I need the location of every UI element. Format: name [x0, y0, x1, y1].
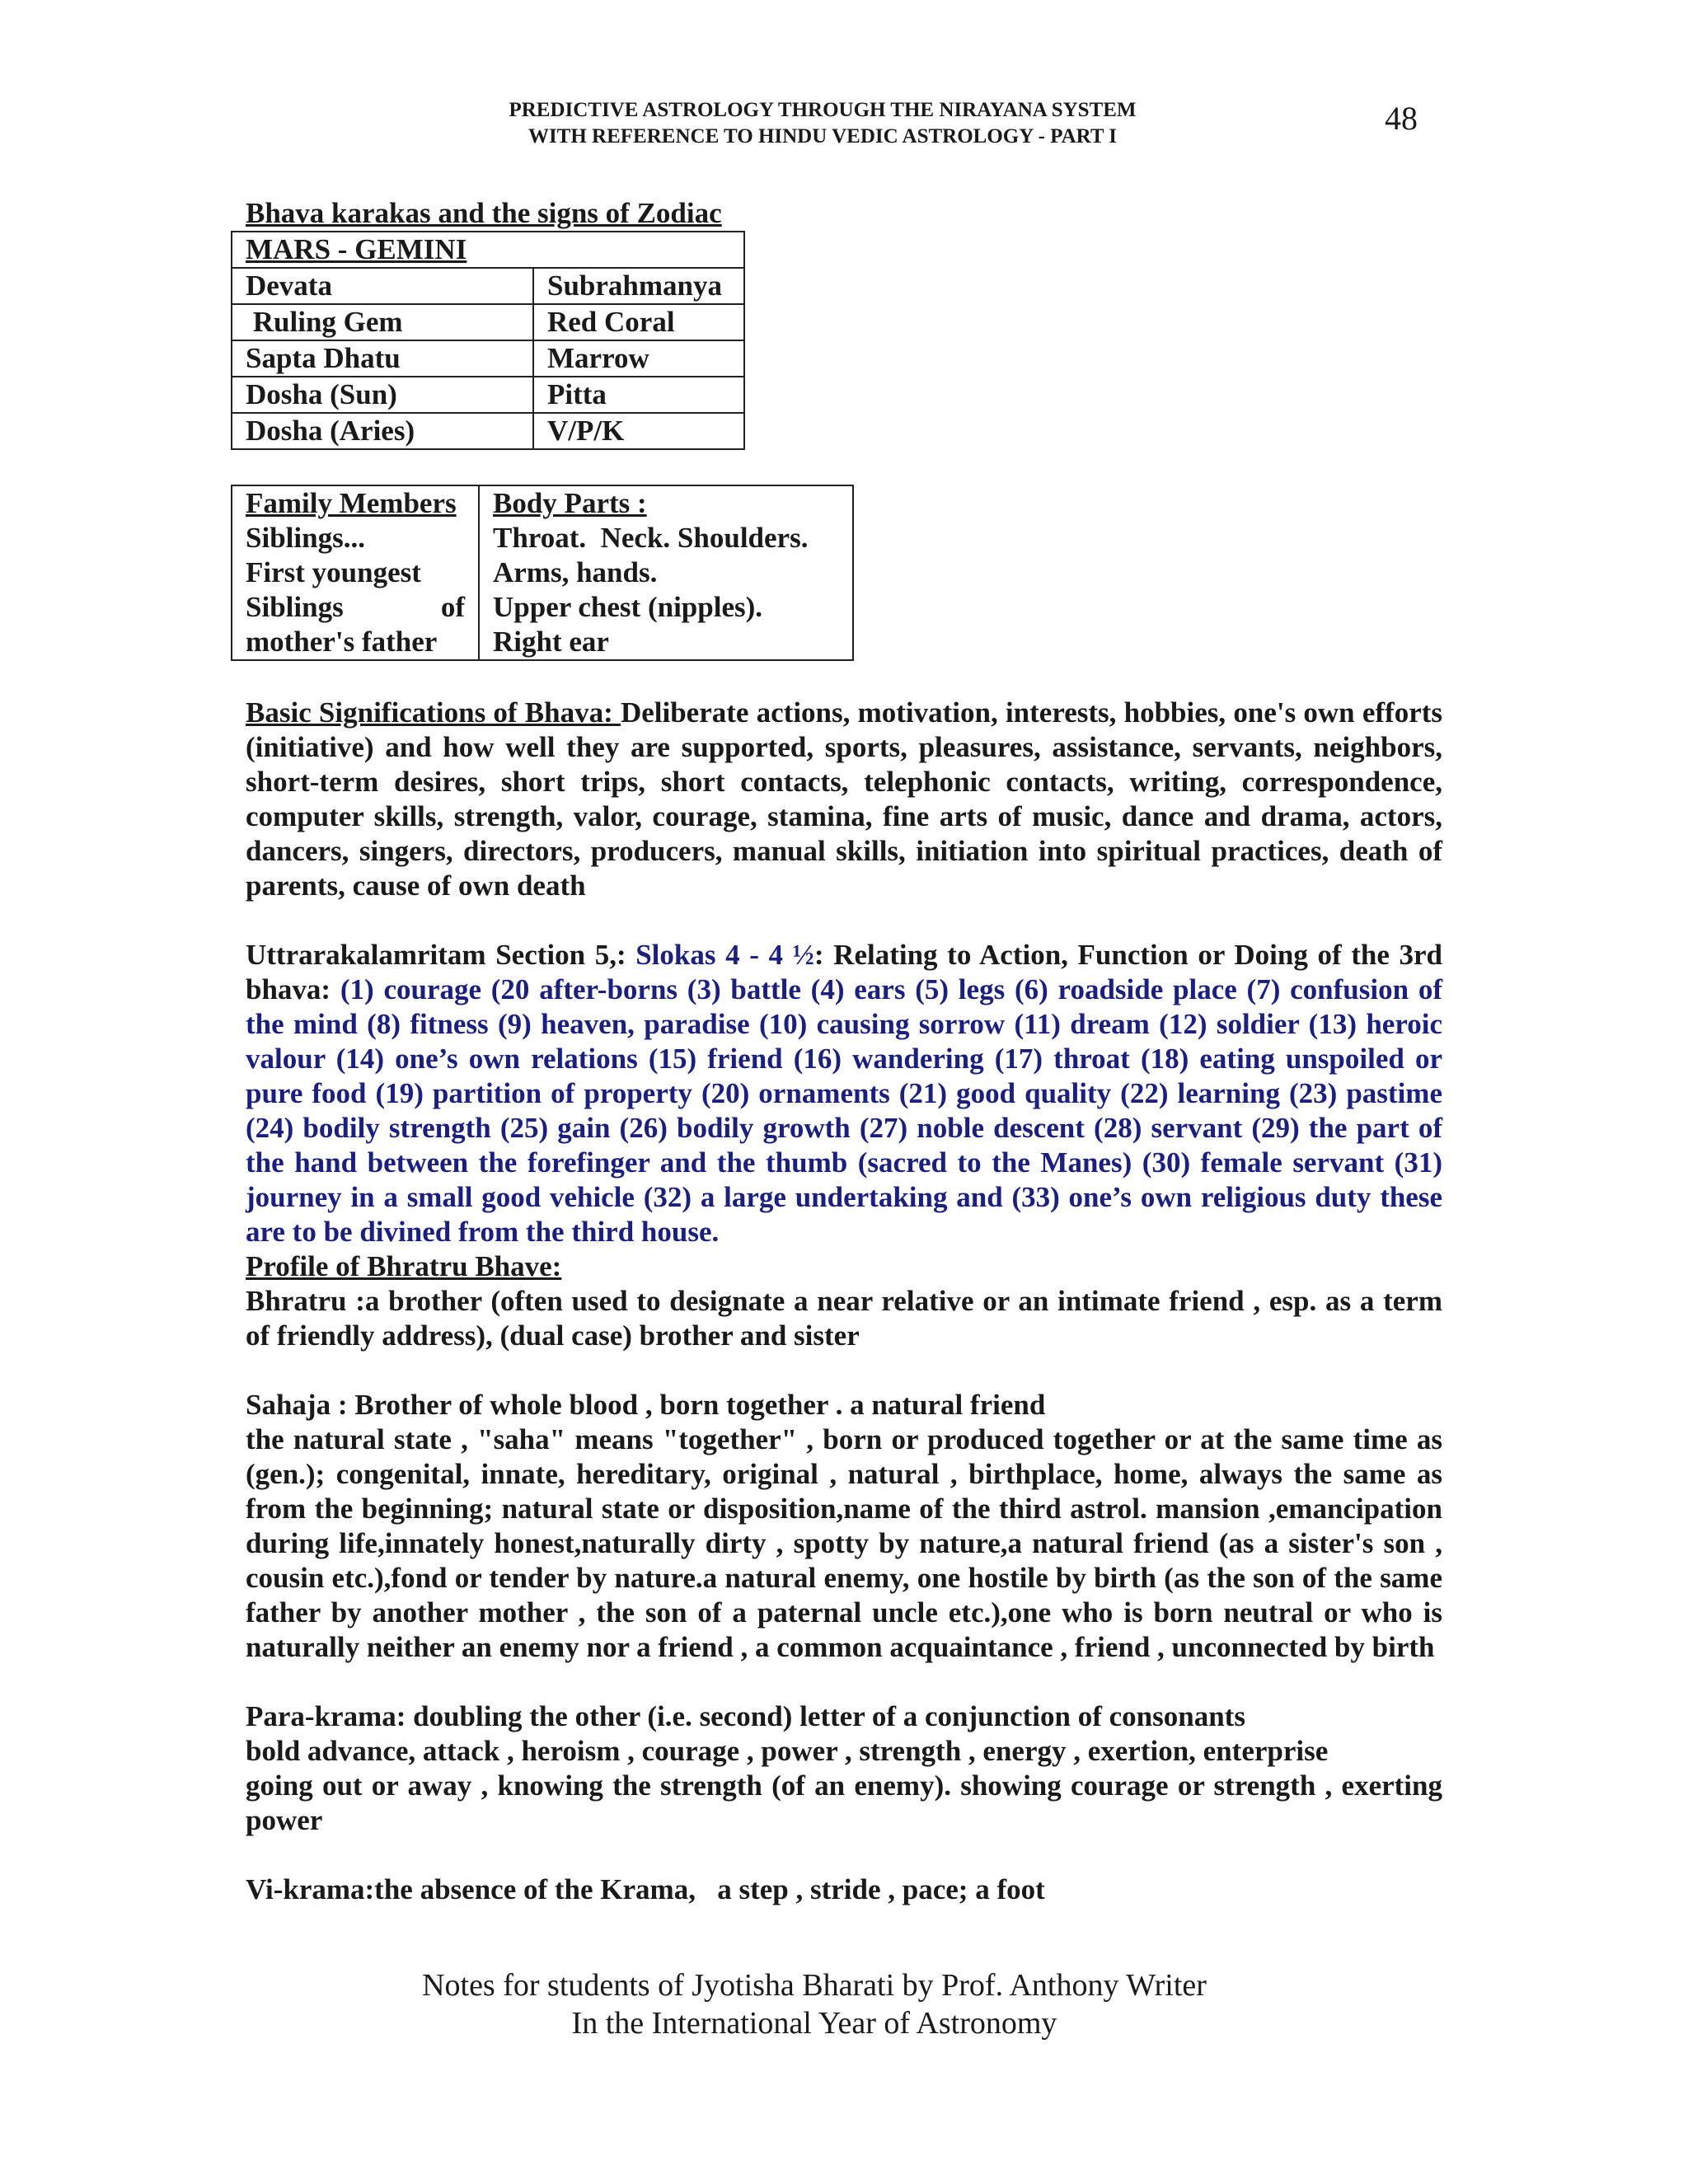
family-members-heading: Family Members [246, 487, 457, 519]
footer-line-1: Notes for students of Jyotisha Bharati by Prof. Anthony Writer [422, 1968, 1207, 2003]
section-title: Bhava karakas and the signs of Zodiac [246, 197, 722, 229]
body-line: Right ear [493, 626, 609, 658]
body-parts-heading: Body Parts : [493, 487, 647, 519]
page-content [246, 196, 1442, 1907]
parakrama-paragraph: going out or away , knowing the strength (of an enemy). showing courage or strength , exerting power [246, 1769, 1442, 1836]
family-line [246, 590, 465, 625]
footer-line-2: In the International Year of Astronomy [571, 2006, 1057, 2041]
parakrama-line-2: bold advance, attack , heroism , courage , power , strength , energy , exertion, enterprise [246, 1735, 1329, 1767]
bhratru-paragraph: Bhratru :a brother (often used to designate a near relative or an intimate friend , esp. as a term of friendly address), (dual case) brother and sister [246, 1285, 1442, 1352]
body-parts-cell [479, 485, 853, 660]
basic-significations-text: Deliberate actions, motivation, interests, hobbies, one's own efforts (initiative) and how well they are supported, sports, pleasures, assistance, servants, neighbors, short-term desires, short trips, short contacts, telephonic contacts, writing, correspondence, computer skills, strength, valor, courage, stamina, fine arts of music, dance and drama, actors, dancers, singers, directors, producers, manual skills, initiation into spiritual practices, death of parents, cause of own death [246, 696, 1443, 902]
table-value: Subrahmanya [533, 268, 744, 304]
header-line-2: WITH REFERENCE TO HINDU VEDIC ASTROLOGY - PART I [528, 125, 1118, 148]
table-row [232, 232, 744, 268]
table-label: Dosha (Sun) [232, 377, 533, 413]
table-row [232, 304, 744, 340]
table-label: Devata [232, 268, 533, 304]
table-value: V/P/K [533, 413, 744, 449]
family-body-table [231, 485, 854, 661]
table-row [232, 377, 744, 413]
table-value: Pitta [533, 377, 744, 413]
uttara-list: (1) courage (20 after-borns (3) battle (4) ears (5) legs (6) roadside place (7) confusion of the mind (8) fitness (9) heaven, paradise (10) causing sorrow (11) dream (12) soldier (13) heroic valour (14) one’s own relations (15) friend (16) wandering (17) throat (18) eating unspoiled or pure food (19) partition of property (20) ornaments (21) good quality (22) learning (23) pastime (24) bodily strength (25) gain (26) bodily growth (27) noble descent (28) servant (29) the part of the hand between the forefinger and the thumb (sacred to the Manes) (30) female servant (31) journey in a small good vehicle (32) a large undertaking and (33) one’s own religious duty these are to be divined from the third house. [246, 973, 1442, 1248]
table-label: Sapta Dhatu [232, 340, 533, 377]
uttarakalamritam-paragraph [246, 938, 1442, 1249]
family-line: mother's father [246, 626, 438, 658]
table-row [232, 268, 744, 304]
uttara-middle: : Relating to Action, Function or Doing of the 3rd bhava: [246, 939, 1442, 1005]
header-line-1: PREDICTIVE ASTROLOGY THROUGH THE NIRAYANA SYSTEM [509, 99, 1137, 121]
family-members-cell [232, 485, 479, 660]
family-line: Siblings... [246, 522, 365, 554]
table-heading-cell [232, 232, 744, 268]
table-row [232, 340, 744, 377]
basic-significations-label: Basic Significations of Bhava: [246, 696, 621, 729]
table-label: Dosha (Aries) [232, 413, 533, 449]
family-line-word: of [440, 591, 465, 623]
table-row [232, 485, 853, 660]
vikrama-line: Vi-krama:the absence of the Krama, a step , stride , pace; a foot [246, 1873, 1045, 1905]
family-line-word: Siblings [246, 591, 344, 623]
table-row [232, 413, 744, 449]
uttara-prefix: Uttrarakalamritam Section 5,: [246, 939, 636, 971]
profile-heading: Profile of Bhratru Bhave: [246, 1250, 562, 1282]
body-line: Throat. Neck. Shoulders. [493, 522, 809, 554]
body-line: Upper chest (nipples). [493, 591, 763, 623]
page-footer [0, 1966, 1629, 2042]
table-heading: MARS - GEMINI [246, 233, 467, 265]
parakrama-line-1: Para-krama: doubling the other (i.e. second) letter of a conjunction of consonants [246, 1700, 1245, 1732]
body-line: Arms, hands. [493, 556, 658, 588]
basic-significations [246, 696, 1442, 903]
table-label: Ruling Gem [232, 304, 533, 340]
table-value: Marrow [533, 340, 744, 377]
table-value: Red Coral [533, 304, 744, 340]
page-number: 48 [1385, 100, 1418, 137]
family-line: First youngest [246, 556, 421, 588]
sahaja-line: Sahaja : Brother of whole blood , born together . a natural friend [246, 1389, 1046, 1421]
uttara-slokas: Slokas 4 - 4 ½ [635, 939, 814, 971]
sahaja-paragraph: the natural state , "saha" means "together" , born or produced together or at the same time as (gen.); congenital, innate, hereditary, original , natural , birthplace, home, always the same as from the beginning; natural state or disposition,name of the third astrol. mansion ,emancipation during life,innately honest,naturally dirty , spotty by nature,a natural friend (as a sister's son , cousin etc.),fond or tender by nature.a natural enemy, one hostile by birth (as the son of the same father by another mother , the son of a paternal uncle etc.),one who is born neutral or who is naturally neither an enemy nor a friend , a common acquaintance , friend , unconnected by birth [246, 1423, 1442, 1663]
mars-gemini-table [231, 231, 745, 450]
